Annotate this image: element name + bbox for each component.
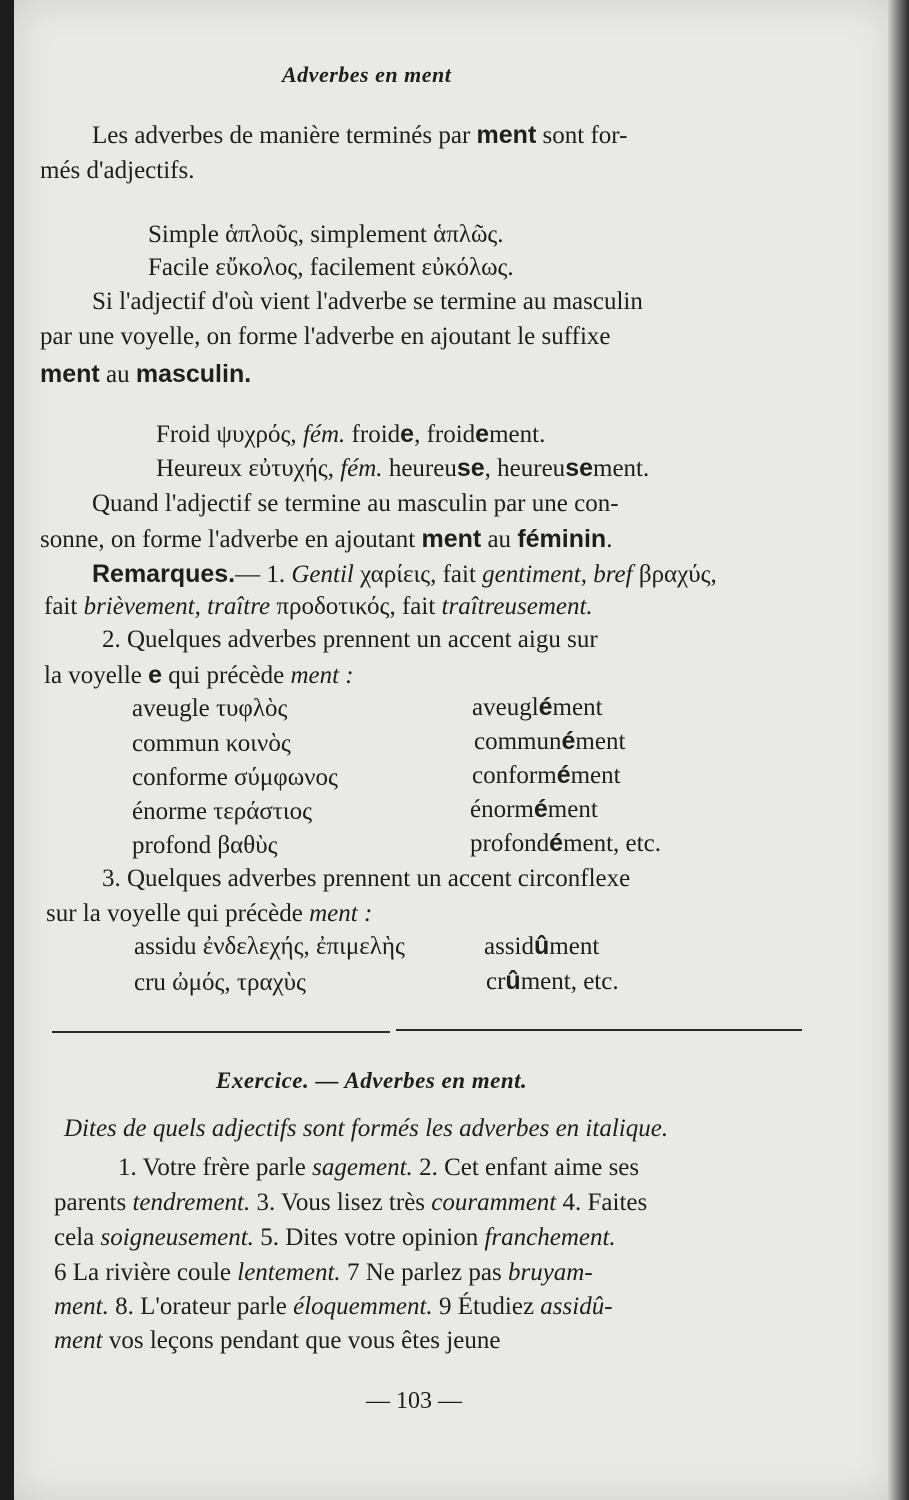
text-line: Si l'adjectif d'où vient l'adverbe se termine au masculin <box>92 288 643 315</box>
aigu-adjective: profond βαθὺς <box>132 832 278 859</box>
text-line: Les adverbes de manière terminés par ment sont for- <box>92 121 628 149</box>
remark-line: 2. Quelques adverbes prennent un accent aigu sur <box>102 626 598 653</box>
text-line: par une voyelle, on forme l'adverbe en ajoutant le suffixe <box>40 323 611 350</box>
section-divider-left <box>52 1031 390 1033</box>
aigu-adverb: profondément, etc. <box>470 829 661 857</box>
exercise-line: ment. 8. L'orateur parle éloquemment. 9 Étudiez assidû- <box>54 1293 613 1320</box>
remark-line: fait brièvement, traître προδοτικός, fait traîtreusement. <box>44 593 593 620</box>
circ-adjective: assidu ἐνδελεχής, ἐπιμελὴς <box>134 933 405 960</box>
aigu-adverb: énormément <box>470 795 598 823</box>
aigu-adjective: aveugle τυφλὸς <box>132 695 288 722</box>
aigu-adjective: énorme τεράστιος <box>132 798 312 825</box>
example-line: Heureux εὐτυχής, fém. heureuse, heureusement. <box>156 454 650 482</box>
exercise-line: cela soigneusement. 5. Dites votre opinion franchement. <box>54 1224 616 1251</box>
aigu-adverb: aveuglément <box>472 693 603 721</box>
exercise-line: parents tendrement. 3. Vous lisez très couramment 4. Faites <box>54 1189 648 1216</box>
remark-line: sur la voyelle qui précède ment : <box>46 900 373 927</box>
exercise-line: 6 La rivière coule lentement. 7 Ne parlez pas bruyam- <box>54 1259 593 1286</box>
remark-line: 3. Quelques adverbes prennent un accent circonflexe <box>102 865 631 892</box>
text-line: més d'adjectifs. <box>40 157 195 184</box>
circ-adverb: assidûment <box>484 932 600 960</box>
remark-line: la voyelle e qui précède ment : <box>44 661 354 689</box>
section-divider-right <box>396 1029 802 1031</box>
aigu-adverb: communément <box>474 727 626 755</box>
exercise-title: Exercice. — Adverbes en ment. <box>216 1068 528 1093</box>
text-line: ment au masculin. <box>40 360 252 388</box>
exercise-line: 1. Votre frère parle sagement. 2. Cet enfant aime ses <box>118 1154 640 1181</box>
circ-adjective: cru ὠμός, τραχὺς <box>134 969 306 996</box>
example-line: Simple ἁπλοῦς, simplement ἁπλῶς. <box>148 221 504 248</box>
book-page <box>14 0 894 1500</box>
exercise-line: ment vos leçons pendant que vous êtes jeune <box>54 1327 501 1354</box>
header-title: Adverbes en ment <box>282 62 452 87</box>
example-line: Facile εὔκολος, facilement εὐκόλως. <box>148 254 514 281</box>
aigu-adverb: conformément <box>472 761 621 789</box>
page-edge <box>888 0 909 1500</box>
aigu-adjective: commun κοινὸς <box>132 730 291 757</box>
page-content <box>14 0 894 1500</box>
remark-line: Remarques.— 1. Gentil χαρίεις, fait gentiment, bref βραχύς, <box>92 560 717 588</box>
exercise-instruction: Dites de quels adjectifs sont formés les adverbes en italique. <box>64 1115 669 1142</box>
text-line: sonne, on forme l'adverbe en ajoutant ment au féminin. <box>40 525 613 553</box>
circ-adverb: crûment, etc. <box>486 967 619 995</box>
page-number: — 103 — <box>366 1388 462 1414</box>
text-line: Quand l'adjectif se termine au masculin par une con- <box>92 490 619 517</box>
aigu-adjective: conforme σύμφωνος <box>132 764 338 791</box>
example-line: Froid ψυχρός, fém. froide, froidement. <box>156 420 546 448</box>
